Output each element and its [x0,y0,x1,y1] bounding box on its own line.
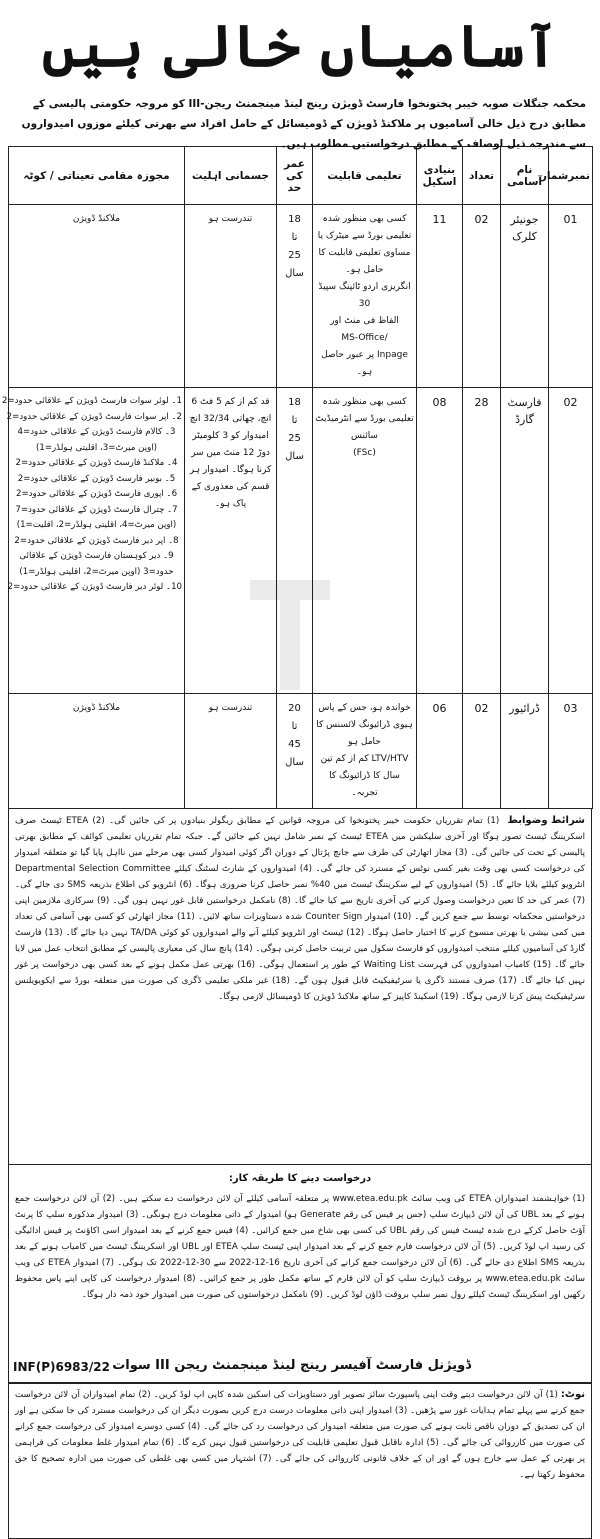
watermark-logo-icon [230,560,350,710]
district-quota-line: 7۔ چترال فارسٹ ڈویژن کے علاقائی حدود=7 [15,504,178,515]
intro-paragraph: محکمہ جنگلات صوبہ خیبر پختونخوا فارسٹ ڈویژن رینج لینڈ مینجمنٹ ریجن-III کو مروجہ حکومتی پالیسی کے مطابق درج ذیل خالی آسامیوں پر ملاکنڈ ڈویژن کے ڈومیسائل کے حامل افراد سے بھرتی کیلئے موزوں امیدواروں سے مندرجہ ذیل اوصاف کے مطابق درخواستیں مطلوب ہیں۔ [21,98,586,150]
district-quota-line: حدود=3 (اوپن میرٹ=2، اقلیتی ہولڈر=1) [19,566,174,577]
cell-serial: 03 [549,694,593,809]
cell-qualification [313,694,417,809]
cell-quantity: 02 [463,694,501,809]
district-quota-line: 9۔ دیر کوہستان فارسٹ ڈویژن کے علاقائی [19,551,174,561]
cell-serial: 01 [549,205,593,388]
cell-physical: قد کم از کم 5 فٹ 6 انچ، چھاتی 32/34 انچ امیدوار کو 3 کلومیٹر دوڑ 12 منٹ میں سر کرنا ہوگا۔ امیدوار ہر قسم کی معذوری کے پاک ہو۔ [185,388,277,694]
district-quota-line: (اوپن میرٹ=4، اقلیتی ہولڈر=2، اقلیت=1) [16,520,177,530]
age-separator: تا [291,415,298,426]
cell-scale: 08 [417,388,463,694]
cell-district: ملاکنڈ ڈویژن [9,205,185,388]
table-row [9,694,593,809]
district-quota-line: 10۔ لوئر دیر فارسٹ ڈویژن کے علاقائی حدود=2 [7,582,182,592]
age-to: 25 [288,250,301,261]
age-from: 18 [288,214,301,225]
age-unit: سال [285,451,304,462]
header-qualification: تعلیمی قابلیت [313,147,417,205]
cell-district: ملاکنڈ ڈویژن [9,694,185,809]
notes-heading: نوٹ: [560,1389,585,1400]
qualification-line: LTV/HTV کم از کم تین [320,754,409,764]
qualification-line: انگریزی اردو ٹائپنگ سپیڈ 30 [318,282,411,309]
district-quota-line: 3۔ کالام فارسٹ ڈویژن کے علاقائی حدود=4 [17,427,176,437]
reference-number: INF(P)6983/22 [13,1360,110,1374]
cell-physical: تندرست ہو [185,694,277,809]
page-title: آسامیاں خالی ہیں [41,12,559,80]
notes-section [8,1383,592,1539]
age-separator: تا [291,232,298,243]
how-to-apply [8,1165,592,1383]
qualification-line: الفاظ فی منٹ اور [330,316,399,326]
age-to: 25 [288,433,301,444]
table-row [9,205,593,388]
district-quota-line: 2۔ اپر سوات فارسٹ ڈویژن کے علاقائی حدود=2 [6,411,182,422]
age-from: 18 [288,397,301,408]
cell-quantity: 02 [463,205,501,388]
cell-scale: 11 [417,205,463,388]
cell-age [277,694,313,809]
qualification-line: کسی بھی منظور شدہ تعلیمی بورڈ سے انٹرمیڈیٹ سائنس [315,397,414,441]
how-to-apply-body: (1) خواہشمند امیدواران ETEA کی ویب سائٹ www.etea.edu.pk پر متعلقہ آسامی کیلئے آن لائن درخواست دے سکتے ہیں۔ (2) آن لائن درخواست جمع ہونے کے بعد UBL کی آن لائن ڈیپازٹ سلپ (جس پر فیس کی رقم Generate ہو) امیدوار کے ذاتی معلومات درج ہونگی۔ (3) امیدوار مذکورہ سلپ کا پرنٹ آؤٹ حاصل کرکے درج شدہ ٹیسٹ فیس کی رقم UBL کی کسی بھی شاخ میں جمع کرائیں۔ (4) فیس جمع کرنے کے بعد امیدوار اسی اکاؤنٹ پر فیس ادائیگی کی رسید اپ لوڈ کریں۔ (5) آن لائن درخواست فارم جمع کرنے کے بعد امیدوار اپنی ٹیسٹ سلپ ETEA اور UBL اور اسکریننگ ٹیسٹ میں کامیاب ہونے کے بعد بذریعہ SMS اطلاع دی جائے گی۔ (6) آن لائن درخواست جمع کرانے کی آخری تاریخ 16-12-2022 سے 30-12-2022 تک ہوگی۔ (7) امیدوار ETEA کی ویب سائٹ www.etea.edu.pk پر بروقت ڈیپازٹ سلپ کو آن لائن فارم کے ساتھ مکمل طور پر جمع کرائیں۔ (8) امیدوار درخواست کی کاپی اپنے پاس محفوظ رکھیں اور اسکریننگ ٹیسٹ کیلئے رول نمبر سلپ بروقت ڈاؤن لوڈ کریں۔ (9) نامکمل درخواستوں کی صورت میں امیدوار خود ذمہ دار ہوگا۔ [15,1194,585,1300]
header-district-quota: مجوزہ مقامی تعیناتی / کوٹہ [9,147,185,205]
header-physical: جسمانی اہلیت [185,147,277,205]
cell-quantity: 28 [463,388,501,694]
cell-age [277,205,313,388]
district-quota-line: 6۔ اپوری فارسٹ ڈویژن کے علاقائی حدود=2 [15,489,178,499]
qualification-line: Inpage پر عبور حاصل ہو۔ [321,350,408,377]
footer [8,1352,592,1384]
district-quota-line: 8۔ اپر دیر فارسٹ ڈویژن کے علاقائی حدود=2 [14,535,179,546]
cell-district-list [1,388,185,694]
how-to-apply-title: درخواست دینے کا طریقہ کار: [228,1173,372,1184]
district-quota-line: 4۔ ملاکنڈ فارسٹ ڈویژن کے علاقائی حدود=2 [15,458,178,468]
header-quantity: تعداد [463,147,501,205]
district-quota-line: 1۔ لوئر سوات فارسٹ ڈویژن کے علاقائی حدود=2 [1,396,182,406]
issuing-officer: ڈویژنل فارسٹ آفیسر رینج لینڈ مینجمنٹ ریجن III سوات [112,1358,471,1373]
cell-physical: تندرست ہو [185,205,277,388]
header-post-name: نام آسامی [501,147,549,205]
table-header-row [9,147,593,205]
age-separator: تا [291,721,298,732]
age-unit: سال [285,268,304,279]
age-unit: سال [285,757,304,768]
cell-post-name: جونیئر کلرک [501,205,549,388]
header-age-limit: عمر کی حد [277,147,313,205]
qualification-line: MS-Office/ [341,333,388,343]
header-serial: نمبرشمار [549,147,593,205]
header-basic-scale: بنیادی اسکیل [417,147,463,205]
age-from: 20 [288,703,301,714]
qualification-line: کسی بھی منظور شدہ تعلیمی بورڈ سے میٹرک یا مساوی تعلیمی قابلیت کا حامل ہو۔ [317,214,412,275]
cell-serial: 02 [549,388,593,694]
cell-qualification [313,205,417,388]
district-quota-line: 5۔ بونیر فارسٹ ڈویژن کے علاقائی حدود=2 [17,473,176,484]
terms-and-conditions [8,809,592,1165]
cell-post-name: ڈرائیور [501,694,549,809]
terms-heading: شرائط وضوابط [504,813,585,829]
notes-body: (1) آن لائن درخواست دیتے وقت اپنی پاسپورٹ سائز تصویر اور دستاویزات کی اسکین شدہ کاپی اپ لوڈ کریں۔ (2) تمام امیدواران آن لائن درخواست جمع کرنے سے پہلے تمام ہدایات غور سے پڑھیں۔ (3) امیدوار اپنی ذاتی معلومات درست درج کریں بصورت دیگر ان کی درخواست مسترد کی جا سکتی ہے اور ان کی تصدیق کے دوران ناقص ثابت ہونے کی صورت میں متعلقہ امیدوار کی درخواست رد کی جائے گی۔ (4) کسی دوسرے امیدوار کی درخواست جمع کرانے کی صورت میں کارروائی کی جائے گی۔ (5) ادارہ ناقابل قبول تعلیمی قابلیت کی درخواستیں قبول نہیں کرے گا۔ (6) تمام امیدوار غلط معلومات کی فراہمی پر بھرتی کے عمل سے خارج ہوں گے اور ان کے خلاف قانونی کارروائی کی جائے گی۔ (7) اشتہار میں کسی بھی غلطی کی صورت میں ادارہ تصحیح کا حق محفوظ رکھتا ہے۔ [15,1390,586,1480]
qualification-line: (FSc) [353,448,376,458]
cell-scale: 06 [417,694,463,809]
district-quota-line: (اوپن میرٹ=3، اقلیتی ہولڈر=1) [36,442,157,453]
qualification-line: خواندہ ہو، جس کے پاس ہیوی ڈرائیونگ لائسنس کا حامل ہو [316,703,413,747]
terms-body: (1) تمام تقرریاں حکومت خیبر پختونخوا کی مروجہ قوانین کے مطابق ریگولر بنیادوں پر کی جائیں گی۔ (2) ETEA ٹیسٹ صرف اسکریننگ ٹیسٹ تصور ہوگا اور آخری سلیکشن میں ETEA ٹیسٹ کے نمبر شامل نہیں کیے جائیں گے۔ جبکہ تمام تقرریاں تعلیمی کوائف کے مطابق بھرتی پالیسی کے تحت کی جائیں گی۔ (3) مجاز اتھارٹی کی طرف سے جانچ پڑتال کے دوران اگر کوئی امیدوار کسی بھی مرحلے میں نااہل پایا گیا تو متعلقہ امیدوار کی درخواست کسی بھی وقت بغیر کسی نوٹس کے مسترد کی جائے گی۔ (4) امیدواروں کے شارٹ لسٹنگ کیلئے Departmental Selection Committee انٹرویو کیلئے بلایا جائے گا۔ (5) امیدواروں کے لیے سکریننگ ٹیسٹ میں 40% نمبر حاصل کرنا ضروری ہوگا۔ (6) انٹرویو کی اطلاع بذریعہ SMS دی جائے گی۔ (7) عمر کی حد کا تعین درخواست وصول کرنے کی آخری تاریخ سے کیا جائے گا۔ (8) نامکمل درخواستیں قابل غور نہیں ہوں گی۔ (9) سرکاری ملازمین اپنی درخواستیں محکمانہ توسط سے جمع کریں گے۔ (10) امیدوار Counter Sign شدہ دستاویزات ساتھ لائیں۔ (11) مجاز اتھارٹی کو کسی بھی آسامی کی تعداد میں کمی بیشی یا بھرتی منسوخ کرنے کا اختیار حاصل ہوگا۔ (12) ٹیسٹ اور انٹرویو کیلئے آنے والے امیدواروں کو کوئی TA/DA نہیں دیا جائے گا۔ (13) فارسٹ گارڈ کی آسامیوں کیلئے منتخب امیدواروں کو فارسٹ سکول میں تربیت حاصل کرنی ہوگی۔ (14) پانچ سال کی معیاری پالیسی کے مطابق انتخاب عمل میں لایا جائے گا۔ (15) کامیاب امیدواروں کی فہرست Waiting List کے طور پر استعمال ہوگی۔ (16) بھرتی عمل مکمل ہونے کے بعد کسی بھی درخواست پر غور نہیں کیا جائے گا۔ (17) صرف مستند ڈگری یا سرٹیفیکیٹ قابل قبول ہوں گے۔ (18) غیر ملکی تعلیمی ڈگری کی صورت میں متعلقہ بورڈ سے ایکویویلنس سرٹیفیکیٹ پیش کرنا لازمی ہوگا۔ (19) اسکینڈ کاپیز کے ساتھ ملاکنڈ ڈویژن کا ڈومیسائل لازمی ہوگا۔ [15,816,586,1002]
age-to: 45 [288,739,301,750]
qualification-line: سال کا ڈرائیونگ کا تجربہ۔ [329,771,400,798]
cell-post-name: فارسٹ گارڈ [501,388,549,694]
